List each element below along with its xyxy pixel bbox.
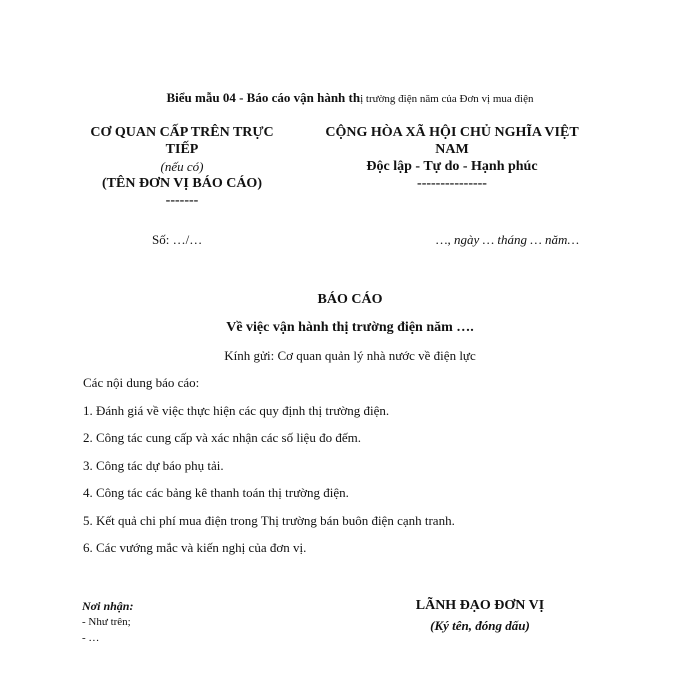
recipients-block [82,598,282,646]
national-header [312,124,592,192]
list-item: 4. Công tác các bảng kê thanh toán thị trường điện. [83,485,349,500]
list-item: 5. Kết quả chi phí mua điện trong Thị trường bán buôn điện cạnh tranh. [83,512,455,528]
national-line-2: NAM [435,142,469,157]
content-intro: Các nội dung báo cáo: [83,375,200,390]
document-date: …, ngày … tháng … năm… [436,232,580,247]
report-title: BÁO CÁO [317,292,383,307]
national-divider: --------------- [417,176,487,191]
signature-title: LÃNH ĐẠO ĐƠN VỊ [415,598,545,613]
issuing-agency-header [82,124,282,209]
form-title-bold: Biểu mẫu 04 - Báo cáo vận hành th [166,90,361,105]
recipient-item: - … [82,632,100,644]
national-line-1: CỘNG HÒA XÃ HỘI CHỦ NGHĨA VIỆT [325,125,579,140]
form-title-rest: ị trường điện năm của Đơn vị mua điện [360,93,534,105]
signature-block [380,598,580,634]
motto: Độc lập - Tự do - Hạnh phúc [366,159,538,174]
list-item: 3. Công tác dự báo phụ tải. [83,457,224,473]
report-addressee: Kính gửi: Cơ quan quản lý nhà nước về điện lực [224,348,476,363]
agency-line-2: TIẾP [165,142,199,157]
list-item: 1. Đánh giá về việc thực hiện các quy định thị trường điện. [83,402,390,418]
recipients-label: Nơi nhận: [82,599,134,613]
agency-line-1: CƠ QUAN CẤP TRÊN TRỰC [90,125,274,140]
signature-note: (Ký tên, đóng dấu) [430,618,530,633]
agency-divider: ------- [165,193,199,208]
list-item: 2. Công tác cung cấp và xác nhận các số liệu đo đếm. [83,430,361,445]
report-subtitle: Về việc vận hành thị trường điện năm …. [226,320,474,335]
agency-line-4: (TÊN ĐƠN VỊ BÁO CÁO) [102,176,262,191]
agency-line-3: (nếu có) [160,159,204,174]
list-item: 6. Các vướng mắc và kiến nghị của đơn vị. [83,540,307,555]
report-content [83,374,643,567]
document-number: Số: …/… [152,232,203,247]
recipient-item: - Như trên; [82,616,131,628]
form-title [0,90,700,106]
